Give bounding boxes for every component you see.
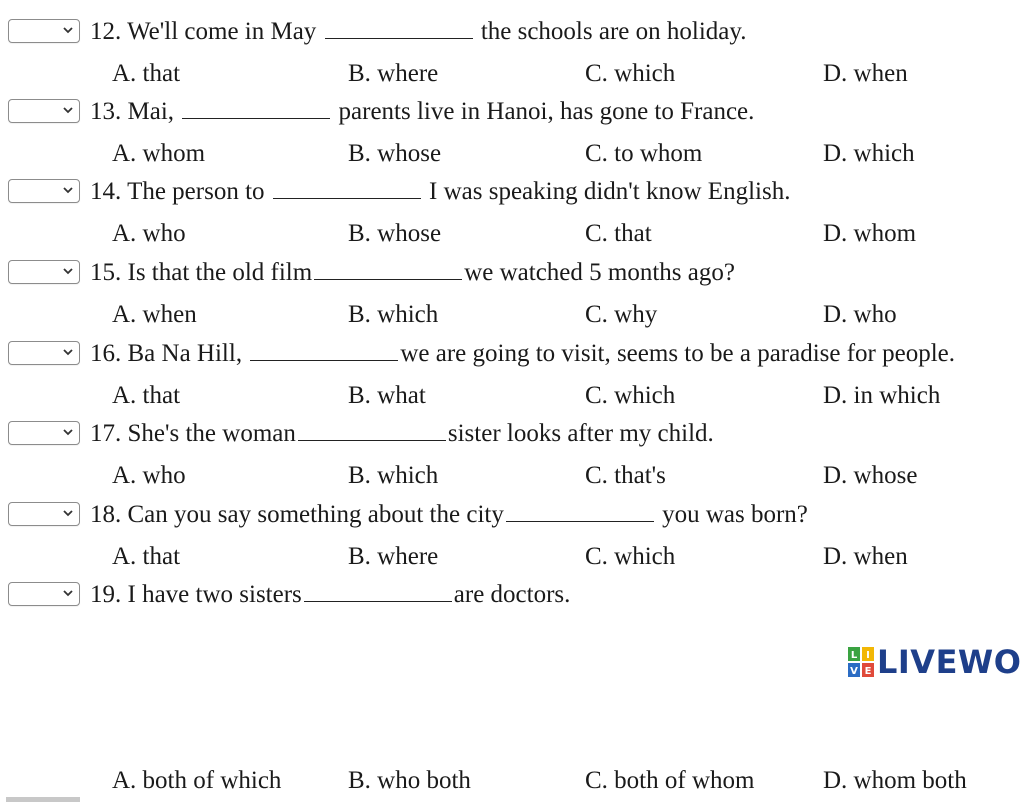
chevron-down-icon <box>62 184 74 196</box>
answer-select-18[interactable] <box>8 502 80 526</box>
chevron-down-icon <box>62 24 74 36</box>
blank-line <box>304 581 452 602</box>
svg-text:I: I <box>866 650 870 661</box>
chevron-down-icon <box>62 346 74 358</box>
option-a: A. who <box>112 220 186 247</box>
partial-select-edge <box>6 797 80 802</box>
option-a: A. who <box>112 462 186 489</box>
option-a: A. that <box>112 382 181 409</box>
blank-line <box>182 98 330 119</box>
question-stem: 18. Can you say something about the city you was born? <box>90 501 808 528</box>
chevron-down-icon <box>62 587 74 599</box>
option-b: B. which <box>348 462 439 489</box>
chevron-down-icon <box>62 426 74 438</box>
option-d: D. whom <box>823 220 917 247</box>
question-17 <box>0 410 1024 489</box>
question-stem: 16. Ba Na Hill, we are going to visit, seems to be a paradise for people. <box>90 340 956 367</box>
chevron-down-icon <box>62 265 74 277</box>
svg-text:L: L <box>850 650 858 661</box>
question-15 <box>0 249 1024 328</box>
option-d: D. when <box>823 60 908 87</box>
option-d: D. when <box>823 543 908 570</box>
answer-select-14[interactable] <box>8 179 80 203</box>
option-b: B. which <box>348 301 439 328</box>
option-a: A. whom <box>112 140 206 167</box>
question-14 <box>0 168 1024 247</box>
option-b: B. what <box>348 382 426 409</box>
option-b: B. where <box>348 60 439 87</box>
option-d: D. whom both <box>823 767 967 794</box>
option-b: B. whose <box>348 140 442 167</box>
option-c: C. which <box>585 60 676 87</box>
svg-text:E: E <box>864 666 872 677</box>
option-c: C. that's <box>585 462 666 489</box>
answer-select-15[interactable] <box>8 260 80 284</box>
chevron-down-icon <box>62 104 74 116</box>
live-logo-mark <box>848 647 874 677</box>
option-a: A. that <box>112 60 181 87</box>
option-d: D. which <box>823 140 915 167</box>
blank-line <box>506 501 654 522</box>
option-a: A. when <box>112 301 197 328</box>
option-c: C. that <box>585 220 652 247</box>
option-b: B. who both <box>348 767 471 794</box>
option-d: D. who <box>823 301 897 328</box>
logo-text: LIVEWO <box>877 643 1022 681</box>
blank-line <box>314 259 462 280</box>
option-d: D. whose <box>823 462 918 489</box>
question-stem: 19. I have two sisters are doctors. <box>90 581 571 608</box>
svg-text:V: V <box>850 666 858 677</box>
question-12 <box>0 8 1024 87</box>
answer-select-16[interactable] <box>8 341 80 365</box>
option-c: C. to whom <box>585 140 703 167</box>
option-b: B. whose <box>348 220 442 247</box>
question-stem: 13. Mai, parents live in Hanoi, has gone to France. <box>90 98 755 125</box>
answer-select-13[interactable] <box>8 99 80 123</box>
option-c: C. both of whom <box>585 767 755 794</box>
blank-line <box>273 178 421 199</box>
question-16 <box>0 330 1024 409</box>
question-19-options <box>0 766 1024 802</box>
option-b: B. where <box>348 543 439 570</box>
option-c: C. which <box>585 382 676 409</box>
question-stem: 17. She's the woman sister looks after my child. <box>90 420 714 447</box>
question-stem: 14. The person to I was speaking didn't know English. <box>90 178 791 205</box>
question-stem: 15. Is that the old film we watched 5 months ago? <box>90 259 735 286</box>
blank-line <box>325 18 473 39</box>
livewo-logo <box>848 640 1021 684</box>
answer-select-19[interactable] <box>8 582 80 606</box>
blank-line <box>298 420 446 441</box>
answer-select-12[interactable] <box>8 19 80 43</box>
question-18 <box>0 491 1024 570</box>
blank-line <box>250 340 398 361</box>
question-stem: 12. We'll come in May the schools are on holiday. <box>90 18 747 45</box>
option-a: A. both of which <box>112 767 282 794</box>
question-13 <box>0 88 1024 167</box>
option-d: D. in which <box>823 382 941 409</box>
option-a: A. that <box>112 543 181 570</box>
answer-select-17[interactable] <box>8 421 80 445</box>
option-c: C. why <box>585 301 658 328</box>
question-19 <box>0 571 1024 611</box>
chevron-down-icon <box>62 507 74 519</box>
option-c: C. which <box>585 543 676 570</box>
